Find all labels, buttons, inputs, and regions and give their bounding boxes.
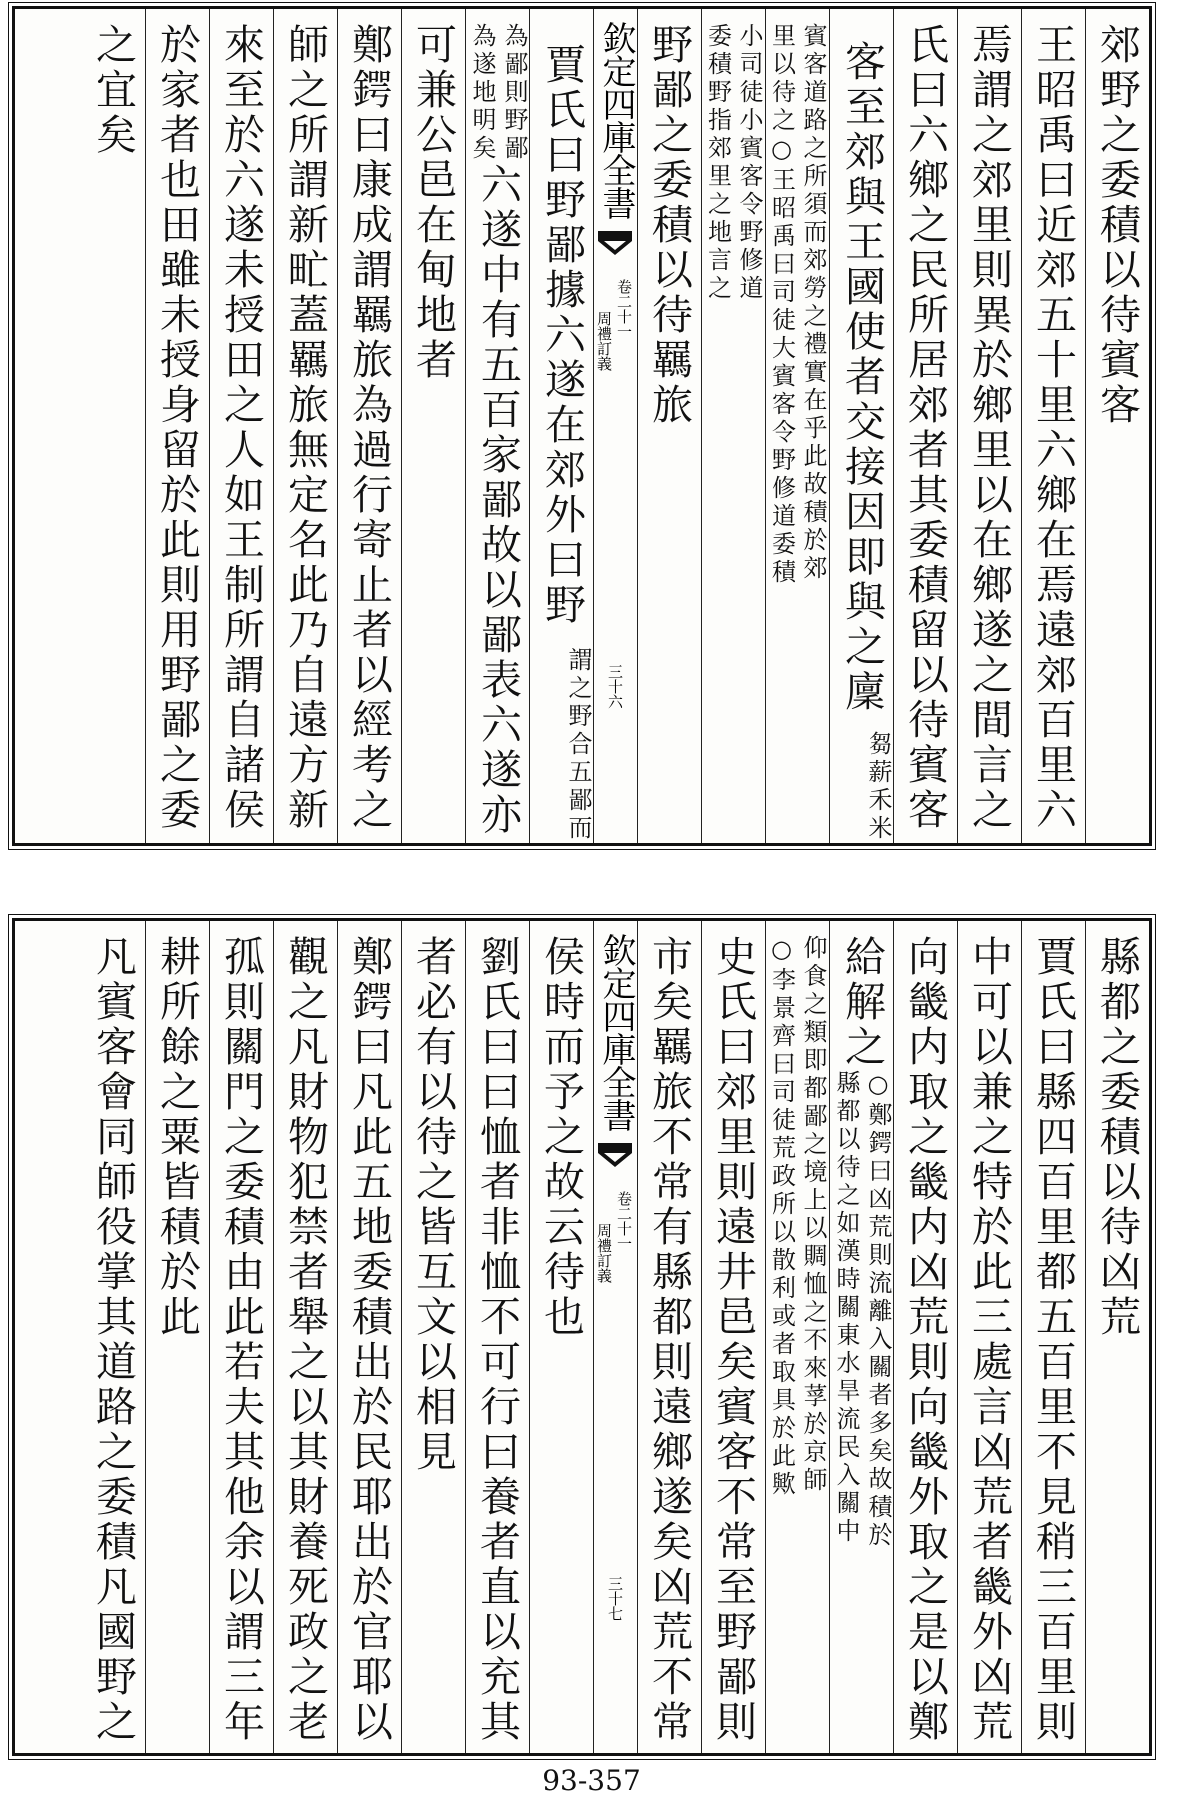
- top-juan: 卷二十一: [615, 279, 633, 339]
- bottom-col-5: [829, 921, 893, 1753]
- bottom-col-10: 劉氏曰曰恤者非恤不可行曰養者直以充其: [465, 921, 529, 1753]
- top-book-title: 欽定四庫全書: [596, 21, 636, 219]
- bottom-page: [12, 918, 1152, 1756]
- top-col-14: 來至於六遂未授田之人如王制所謂自諸侯: [209, 9, 273, 843]
- top-small-title: 周禮訂義: [595, 311, 613, 371]
- top-col-15: 於家者也田雖未授身留於此則用野鄙之委: [145, 9, 209, 843]
- top-col-9-main: 賈氏曰野鄙據六遂在郊外曰野: [538, 42, 586, 628]
- top-col-9-sub: 謂之野合五鄙而: [564, 647, 592, 843]
- bottom-center-column: [593, 921, 637, 1753]
- top-col-4: 氏曰六鄉之民所居郊者其委積留以待賓客: [893, 9, 957, 843]
- volume-page-number: 93-357: [542, 1764, 641, 1797]
- top-col-7: [701, 9, 765, 843]
- bottom-col-14: 孤則關門之委積由此若夫其他余以謂三年: [209, 921, 273, 1753]
- bottom-col-2: 賈氏曰縣四百里都五百里不見稍三百里則: [1021, 921, 1085, 1753]
- top-col-10a: 為鄙則野鄙: [500, 23, 528, 163]
- bottom-juan: 卷二十一: [615, 1191, 633, 1251]
- top-col-6a: 賓客道路之所須而郊勞之禮實在乎此故積於郊: [799, 23, 827, 583]
- bottom-col-6a: 仰食之類即都鄙之境上以賙恤之不來莩於京師: [799, 935, 827, 1495]
- bottom-col-16: 凡賓客會同師役掌其道路之委積凡國野之: [89, 935, 137, 1745]
- top-col-7b: 委積野指郊里之地言之: [703, 23, 732, 303]
- top-col-10-main: 六遂中有五百家鄙故以鄙表六遂亦: [474, 163, 522, 838]
- bottom-book-title: 欽定四庫全書: [596, 933, 636, 1131]
- top-col-6b: 里以待之○王昭禹曰司徒大賓客令野修道委積: [767, 23, 796, 587]
- bottom-small-title: 周禮訂義: [595, 1223, 613, 1283]
- top-col-10b: 為遂地明矣: [468, 23, 496, 163]
- bottom-col-3: 中可以兼之特於此三處言凶荒者畿外凶荒: [957, 921, 1021, 1753]
- top-col-7a: 小司徒小賓客令野修道: [735, 23, 763, 303]
- top-page-number: 三十六: [606, 664, 624, 709]
- top-col-9: [529, 9, 593, 843]
- top-col-10: [465, 9, 529, 843]
- top-col-10-annotation: [466, 23, 529, 163]
- bottom-col-5a: ○鄭鍔曰凶荒則流離入關者多矣故積於: [864, 1070, 892, 1550]
- top-col-heading-2: 野鄙之委積以待羈旅: [637, 9, 701, 843]
- top-col-5-annotation: [830, 731, 893, 843]
- top-col-5-sub: 芻薪禾米: [864, 731, 892, 843]
- fishtail-mark-icon: [598, 231, 632, 257]
- bottom-col-13: 觀之凡財物犯禁者舉之以其財養死政之老: [273, 921, 337, 1753]
- top-col-9-annotation: [530, 647, 593, 843]
- top-col-13: 師之所謂新甿蓋羈旅無定名此乃自遠方新: [273, 9, 337, 843]
- bottom-col-6: [765, 921, 829, 1753]
- top-col-6: [765, 9, 829, 843]
- top-col-12: 鄭鍔曰康成謂羈旅為過行寄止者以經考之: [337, 9, 401, 843]
- top-page: [12, 6, 1152, 846]
- top-col-16: 之宜矣: [89, 23, 137, 158]
- bottom-col-6b: ○李景齊曰司徒荒政所以散利或者取具於此歟: [767, 935, 796, 1499]
- bottom-page-number: 三十七: [606, 1576, 624, 1621]
- top-col-5-main: 客至郊與王國使者交接因即與之廩: [838, 39, 886, 715]
- bottom-col-heading-1: 縣都之委積以待凶荒: [1085, 921, 1149, 1753]
- top-col-2: 王昭禹曰近郊五十里六鄉在焉遠郊百里六: [1021, 9, 1085, 843]
- top-center-column: [593, 9, 637, 843]
- top-col-11: 可兼公邑在甸地者: [401, 9, 465, 843]
- fishtail-mark-icon: [598, 1143, 632, 1169]
- bottom-col-15: 耕所餘之粟皆積於此: [145, 921, 209, 1753]
- bottom-col-11: 者必有以待之皆互文以相見: [401, 921, 465, 1753]
- top-col-3: 焉謂之郊里則異於鄉里以在鄉遂之間言之: [957, 9, 1021, 843]
- top-col-heading-1: 郊野之委積以待賓客: [1085, 9, 1149, 843]
- bottom-col-8: 市矣羈旅不常有縣都則遠鄉遂矣凶荒不常: [637, 921, 701, 1753]
- bottom-col-7: 史氏曰郊里則遠井邑矣賓客不常至野鄙則: [701, 921, 765, 1753]
- bottom-col-4: 向畿内取之畿内凶荒則向畿外取之是以鄭: [893, 921, 957, 1753]
- bottom-col-5b: 縣都以待之如漢時關東水旱流民入關中: [832, 1070, 860, 1546]
- top-col-5: [829, 9, 893, 843]
- bottom-col-9: 侯時而予之故云待也: [529, 921, 593, 1753]
- bottom-col-12: 鄭鍔曰凡此五地委積出於民耶出於官耶以: [337, 921, 401, 1753]
- bottom-col-5-annotation: [830, 1070, 893, 1550]
- bottom-col-5-main: 給解之: [838, 935, 886, 1070]
